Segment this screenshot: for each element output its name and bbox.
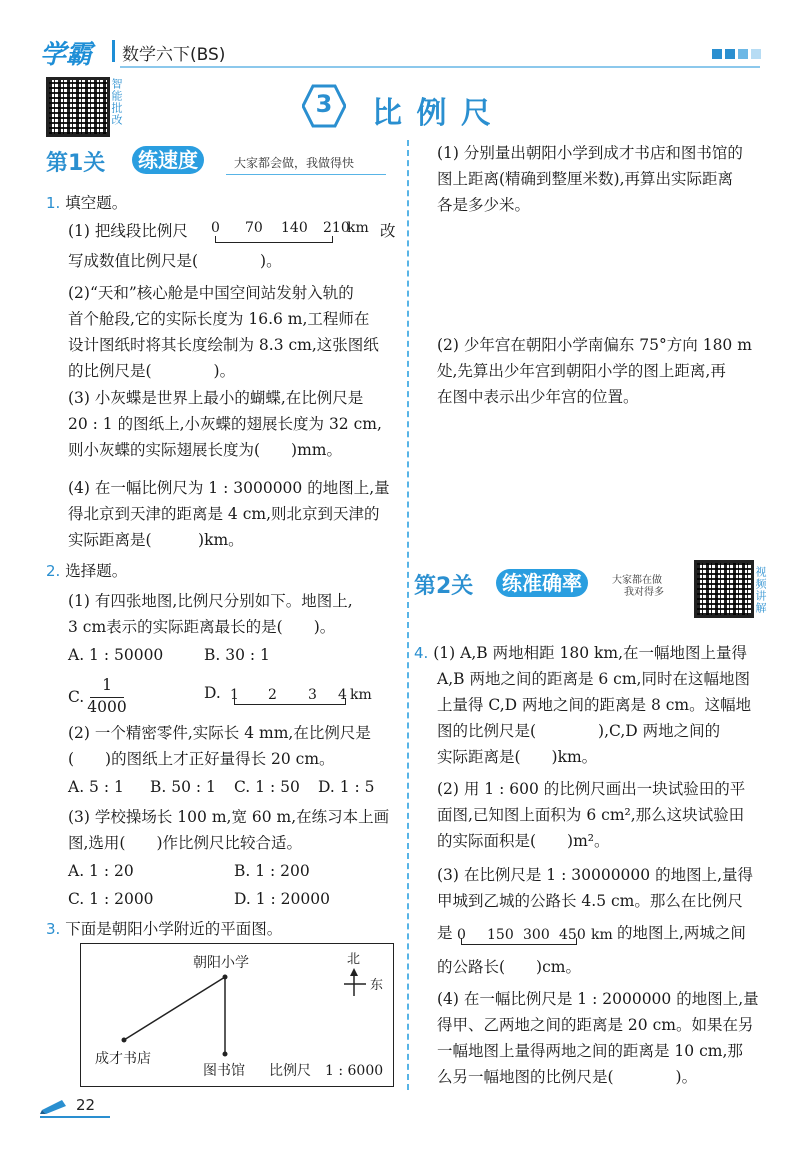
section1-badge: 练速度 (132, 146, 204, 174)
q1-ruler-tick: 140 (281, 220, 308, 236)
q4-p2-line: (2) 用 1 : 600 的比例尺画出一块试验田的平 (437, 780, 746, 798)
section2-header (414, 565, 694, 605)
section2-badge: 练准确率 (496, 569, 588, 597)
q3-p1-line: 各是多少米。 (437, 196, 531, 214)
q1-p1-text: (1) 把线段比例尺 (68, 222, 188, 240)
book-title: 数学六下(BS) (122, 45, 226, 65)
q2-ruler-tick: 1 (230, 687, 239, 703)
q4-p3-line: 甲城到乙城的公路长 4.5 cm。那么在比例尺 (437, 892, 743, 910)
q2-ruler-tick: 3 (308, 687, 317, 703)
q2-p2-option-c: C. 1 : 50 (234, 778, 300, 796)
section2-slogan-2: 我对得多 (624, 587, 664, 598)
q4-ruler-tick: 150 (487, 927, 514, 943)
q4-p1-line: 图的比例尺是( ),C,D 两地之间的 (437, 722, 721, 740)
map-label-school: 朝阳小学 (193, 955, 249, 971)
q4-p1-rest (437, 666, 777, 770)
q4-ruler-line (461, 938, 577, 945)
q4-p1-line: (1) A,B 两地相距 180 km,在一幅地图上量得 (433, 644, 748, 662)
q3-p2 (437, 332, 777, 410)
q2-ruler-tick: 2 (268, 687, 277, 703)
q1-p2-line: 的比例尺是( )。 (68, 362, 236, 380)
map-scale-label: 比例尺 1 : 6000 (269, 1063, 384, 1079)
q4-p1-line: 上量得 C,D 两地之间的距离是 8 cm。这幅地 (437, 696, 752, 714)
q4-p2-line: 面图,已知图上面积为 6 cm²,那么这块试验田 (437, 806, 745, 824)
qr-code-video[interactable] (694, 560, 754, 618)
q4-p3-prefix: 是 (437, 924, 453, 942)
q2-p1-option-c (68, 672, 148, 720)
q1 (46, 190, 406, 216)
compass-north-label: 北 (347, 952, 361, 967)
q4-p3-end: 的公路长( )cm。 (437, 958, 581, 976)
brand-logo (40, 34, 110, 70)
header-squares (712, 44, 761, 63)
q1-p4-line: 得北京到天津的距离是 4 cm,则北京到天津的 (68, 505, 380, 523)
q4-p3 (437, 862, 777, 914)
q2-p1-c-denominator: 4000 (87, 698, 127, 716)
q2-p3-line: (3) 学校操场长 100 m,宽 60 m,在练习本上画 (68, 808, 390, 826)
q3-p1-line: 图上距离(精确到整厘米数),再算出实际距离 (437, 170, 734, 188)
q1-ruler-tick: 0 (211, 220, 220, 236)
lesson-title: 比 例 尺 (372, 96, 493, 131)
q1-p3 (68, 385, 408, 463)
q4-p4-line: 得甲、乙两地之间的距离是 20 cm。如果在另 (437, 1016, 754, 1034)
q2-title: 选择题。 (65, 562, 128, 580)
q2-ruler-line (234, 698, 346, 705)
brand-name: 学霸 (40, 40, 93, 70)
q2-p1-option-b: B. 30 : 1 (204, 646, 270, 664)
lesson-badge (302, 84, 346, 128)
qr-code-grading[interactable] (46, 77, 110, 137)
q3-p1-line: (1) 分别量出朝阳小学到成才书店和图书馆的 (437, 144, 743, 162)
q1-title-row (46, 190, 406, 216)
q4-p4-line: 么另一幅地图的比例尺是( )。 (437, 1068, 698, 1086)
q2-p3-option-d: D. 1 : 20000 (234, 890, 330, 908)
q1-p1-cont: 写成数值比例尺是( )。 (68, 252, 282, 270)
map-label-library: 图书馆 (203, 1063, 245, 1079)
q2-p2-options (68, 774, 408, 800)
q1-p4-line: (4) 在一幅比例尺为 1 : 3000000 的地图上,量 (68, 479, 390, 497)
q2-p2-line: ( )的图纸上才正好量得长 20 cm。 (68, 750, 335, 768)
q2-p1-line: (1) 有四张地图,比例尺分别如下。地图上, (68, 592, 353, 610)
q4-p1-line: 实际距离是( )km。 (437, 748, 598, 766)
q2-p1-option-d (204, 680, 384, 710)
q2-number: 2. (46, 562, 61, 580)
q4-p3-suffix: 的地图上,两城之间 (617, 924, 746, 942)
q4-p2-line: 的实际面积是( )m²。 (437, 832, 610, 850)
q2-p1-c-label: C. (68, 688, 85, 706)
q2-ruler-unit: km (350, 687, 372, 703)
q4-p1-line: A,B 两地之间的距离是 6 cm,同时在这幅地图 (437, 670, 750, 688)
q1-p1-scale-bar (211, 220, 391, 248)
lesson-number: 3 (315, 90, 333, 118)
section1-slogan: 大家都会做，我做得快 (234, 156, 355, 170)
q3-p1 (437, 140, 777, 218)
q2-p3-option-b: B. 1 : 200 (234, 862, 310, 880)
q2-p1-c-numerator: 1 (102, 676, 112, 694)
q1-p3-line: 则小灰蝶的实际翅展长度为( )mm。 (68, 441, 342, 459)
header-separator (112, 40, 115, 62)
q2-p1-d-label: D. (204, 684, 221, 702)
q1-p2-line: (2)“天和”核心舱是中国空间站发射入轨的 (68, 284, 354, 302)
q1-ruler-tick: 70 (245, 220, 263, 236)
q4-ruler-unit: km (591, 927, 613, 943)
q1-ruler-line (215, 236, 333, 243)
q2-p1-option-a: A. 1 : 50000 (68, 646, 164, 664)
footer-line (40, 1116, 110, 1118)
compass-east-label: 东 (370, 978, 384, 993)
section1-name: 第1关 (46, 151, 106, 176)
q4-p3-line: (3) 在比例尺是 1 : 30000000 的地图上,量得 (437, 866, 753, 884)
header (0, 0, 800, 70)
q2-p3-line: 图,选用( )作比例尺比较合适。 (68, 834, 303, 852)
q1-ruler-unit: km (347, 220, 369, 236)
q3-number: 3. (46, 920, 61, 938)
q3-p2-line: (2) 少年宫在朝阳小学南偏东 75°方向 180 m (437, 336, 752, 354)
q1-ruler-tick: 210 (323, 220, 350, 236)
section2-slogan-1: 大家都在做 (612, 575, 662, 586)
q4-p4-line: (4) 在一幅比例尺是 1 : 2000000 的地图上,量 (437, 990, 759, 1008)
q3-title: 下面是朝阳小学附近的平面图。 (65, 920, 283, 938)
q2-ruler-tick: 4 (338, 687, 347, 703)
pencil-icon (40, 1098, 70, 1114)
q4-p2 (437, 776, 777, 854)
q2-p2 (68, 720, 408, 772)
map-label-bookstore: 成才书店 (95, 1051, 151, 1067)
q2-p3-option-a: A. 1 : 20 (68, 862, 134, 880)
q4-p3-scale-bar (457, 922, 617, 950)
header-line (120, 66, 760, 68)
video-label: 视频讲解 (754, 566, 767, 614)
q3-p2-line: 在图中表示出少年宫的位置。 (437, 388, 639, 406)
q2-p2-line: (2) 一个精密零件,实际长 4 mm,在比例尺是 (68, 724, 371, 742)
q4-p3-scale-row (437, 920, 777, 950)
q3-p2-line: 处,先算出少年宫到朝阳小学的图上距离,再 (437, 362, 726, 380)
q1-title: 填空题。 (65, 194, 128, 212)
section1-header (46, 144, 391, 184)
q2-p2-option-b: B. 50 : 1 (150, 778, 216, 796)
q2-p1 (68, 588, 408, 640)
q1-p2 (68, 280, 408, 384)
section1-underline (226, 174, 386, 175)
q3-map (80, 943, 394, 1087)
q1-number: 1. (46, 194, 61, 212)
footer (40, 1094, 160, 1120)
q4-ruler-tick: 0 (457, 927, 466, 943)
q2-p2-option-d: D. 1 : 5 (318, 778, 375, 796)
q4-number: 4. (414, 644, 429, 662)
q2-p3-option-c: C. 1 : 2000 (68, 890, 154, 908)
q4-p4 (437, 986, 777, 1090)
q4-ruler-tick: 300 (523, 927, 550, 943)
side-label: 智能批改 (110, 78, 123, 126)
q2-title-row (46, 558, 127, 584)
q4-p1-first (414, 640, 774, 666)
q4-p4-line: 一幅地图上量得两地之间的距离是 10 cm,那 (437, 1042, 743, 1060)
q2-p3 (68, 804, 408, 856)
section2-name: 第2关 (414, 574, 474, 599)
q2-p1-line: 3 cm表示的实际距离最长的是( )。 (68, 618, 336, 636)
q1-p1-end: 改 (380, 222, 396, 240)
q1-p2-line: 首个舱段,它的实际长度为 16.6 m,工程师在 (68, 310, 370, 328)
q2-p1-d-scale-bar (230, 682, 380, 710)
q3-title-row (46, 916, 282, 942)
q1-p3-line: (3) 小灰蝶是世界上最小的蝴蝶,在比例尺是 (68, 389, 364, 407)
q1-p2-line: 设计图纸时将其长度绘制为 8.3 cm,这张图纸 (68, 336, 379, 354)
q4-p1 (414, 640, 774, 666)
q1-p4-line: 实际距离是( )km。 (68, 531, 244, 549)
q1-p4 (68, 475, 408, 553)
q2-p2-option-a: A. 5 : 1 (68, 778, 124, 796)
page-number: 22 (76, 1096, 96, 1114)
q1-p3-line: 20 : 1 的图纸上,小灰蝶的翅展长度为 32 cm, (68, 415, 382, 433)
q4-ruler-tick: 450 (559, 927, 586, 943)
